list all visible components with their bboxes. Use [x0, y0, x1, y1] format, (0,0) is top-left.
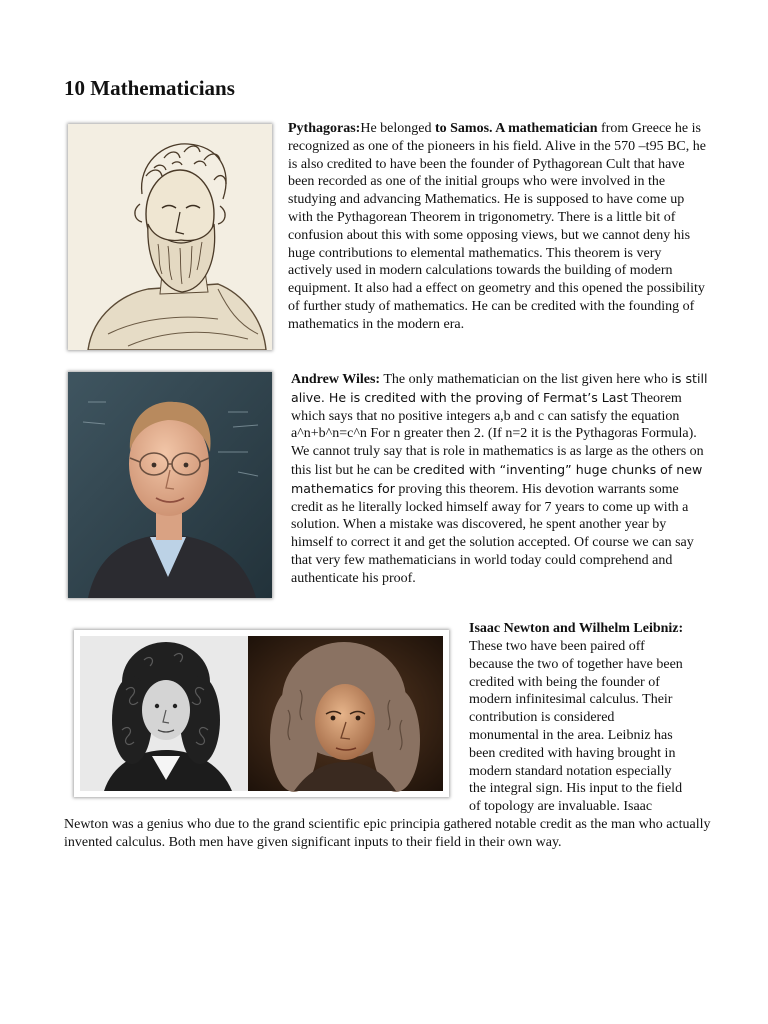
wiles-portrait: [68, 372, 272, 598]
wiles-paragraph: [291, 370, 709, 588]
newton-tail-paragraph: Newton was a genius who due to the grand scientific epic principia gathered notable credit as the man who actually invented calculus. Both men have given significant inputs to their field in their own way.: [64, 817, 711, 850]
newton-line: These two have been paired off: [469, 639, 645, 654]
pythagoras-portrait: [68, 124, 272, 350]
newton-line: contribution is considered: [469, 710, 615, 726]
newton-line: monumental in the area. Leibniz has: [469, 727, 673, 743]
pythagoras-text-2: from Greece he is recognized as one of the pioneers in his field. Alive in the 570 –t95 BC, he is also credited to have been the founder of Pythagorean Cult that have been recorded as one of the initial groups who were involved in the studying and advancing Mathematics. He is supposed to have come up with the Pythagorean Theorem in trigonometry. There is a little bit of confusion about this with some opposing views, but we cannot deny his huge contributions to elemental mathematics. This theorem is very actively used in modern calculations towards the building of modern equipment. It also had a effect on geometry and this opened the possibility of further study of mathematics. He can be credited with the founding of mathematics in the modern era.: [288, 121, 706, 332]
wiles-photo-image: [68, 372, 272, 598]
pythagoras-paragraph: [288, 120, 706, 334]
newton-side-lines: [469, 638, 739, 816]
newton-line: of topology are invaluable. Isaac: [469, 799, 653, 815]
page-title: 10 Mathematicians: [64, 76, 235, 100]
wiles-text-sans-1: is still alive. He is credited with the proving of Fermat’s Last: [291, 371, 708, 405]
newton-line: the integral sign. His input to the field: [469, 781, 683, 797]
newton-header-line: [469, 620, 729, 638]
newton-line: because the two of together have been: [469, 656, 683, 672]
leibniz-newton-image: [74, 630, 449, 797]
pythagoras-emphasis: to Samos. A mathematician: [434, 121, 598, 136]
pythagoras-name: Pythagoras:: [288, 121, 361, 136]
wiles-text-3: proving this theorem. His devotion warrants some credit as he literally locked himself away for 7 years to come up with a solution. When a mistake was discovered, he spent another year by himself to correct it and get the solution accepted. Of course we can say that very few mathematicians in world today could comprehend and authenticate his proof.: [291, 481, 694, 586]
wiles-text-2: Theorem which says that no positive integers a,b and c can satisfy the equation a^n+b^n=c^n For n greater then 2. (If n=2 it is the Pythagoras Formula). We cannot truly say that is role in mathematics is as large as the others on this list but he can be: [291, 390, 704, 478]
pythagoras-text-1: He belonged: [360, 121, 435, 136]
newton-name: Isaac Newton and Wilhelm Leibniz:: [469, 621, 684, 636]
newton-line: modern standard notation especially: [469, 763, 672, 779]
wiles-name: Andrew Wiles:: [291, 372, 381, 387]
newton-line: been credited with having brought in: [469, 745, 676, 761]
wiles-text-1: The only mathematician on the list given here who: [380, 372, 672, 387]
newton-line: credited with being the founder of: [469, 674, 660, 690]
pythagoras-bust-image: [68, 124, 272, 350]
leibniz-newton-portrait: [74, 630, 449, 797]
newton-line: modern infinitesimal calculus. Their: [469, 692, 673, 708]
wiles-text-sans-2: credited with “inventing” huge chunks of new mathematics for: [291, 461, 703, 496]
